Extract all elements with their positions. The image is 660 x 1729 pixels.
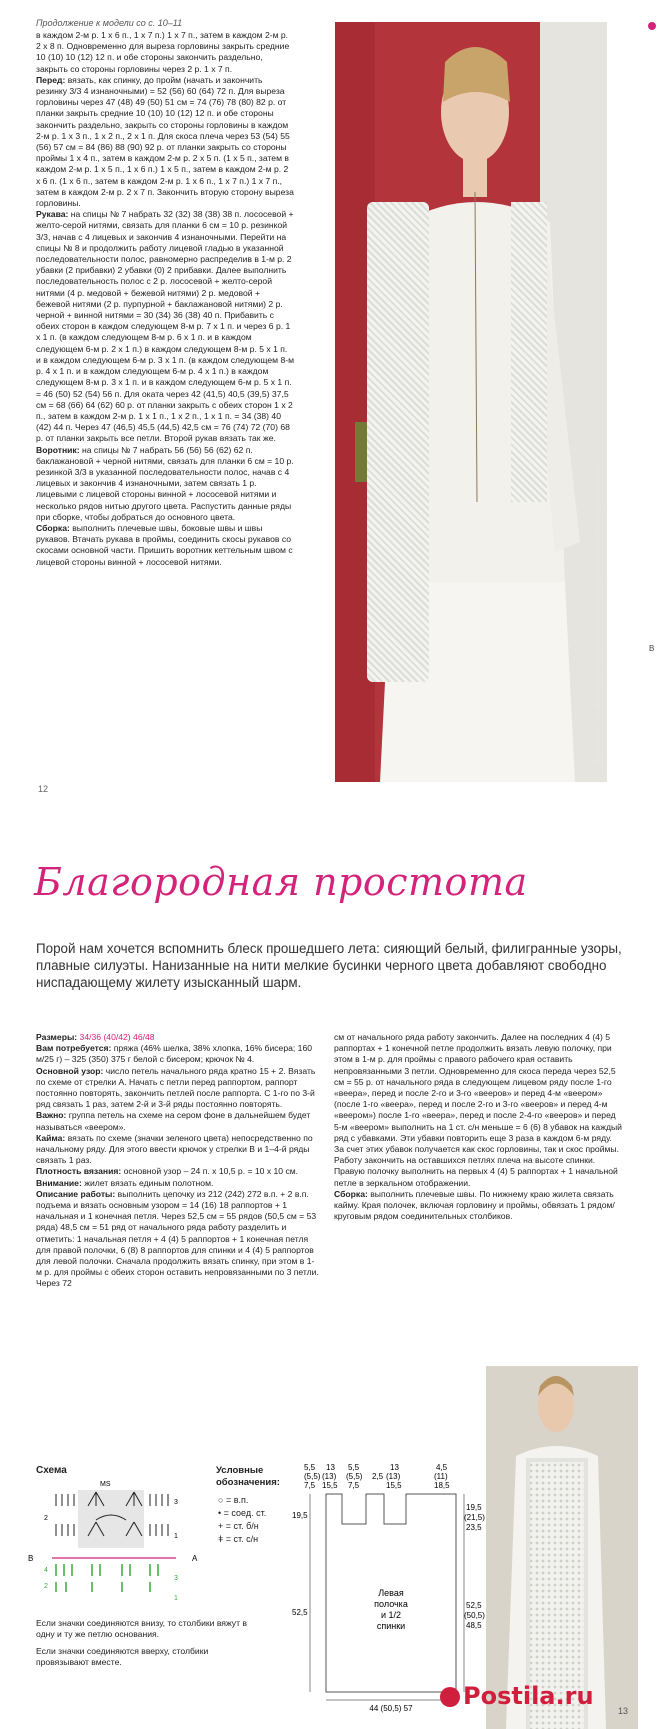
article-title: Благородная простота [34, 860, 528, 904]
page-edge-mark [648, 22, 656, 30]
dimension-label: 23,5 [466, 1523, 482, 1532]
paragraph: Описание работы: выполнить цепочку из 212 (242) 272 в.п. + 2 в.п. подъема и вязать основным узором = 14 (16) 18 раппортов + 1 начальная и 1 конечная петля. Через 52,5 см = 55 рядов (50,5 см = 53 ряда) 48,5 см = 51 ряд от начального ряда работу разделить и отметить: 1 начальная петля + 4 (4) 5 раппортов + 1 конечная петля для правой полочки, 6 (8) 8 раппортов для спинки и 4 (4) 5 раппортов для левой полочки. Сначала продолжить вязать спинку, при этом в 1-м р. для проймы с обеих сторон оставить непровязанными по 3 петли. Через 72 [36, 1188, 319, 1289]
dimension-label: 7,5 [348, 1481, 360, 1490]
dimension-label: (5,5) [304, 1472, 321, 1481]
instructions-column-1 [36, 1032, 320, 1290]
dimension-label: 44 (50,5) 57 [369, 1704, 413, 1713]
page-number: 13 [618, 1706, 629, 1716]
watermark: Postila.ru [440, 1682, 594, 1710]
article-intro: Порой нам хочется вспомнить блеск прошедшего лета: сияющий белый, филигранные узоры, плавные силуэты. Нанизанные на нити мелкие бусинки черного цвета добавляют свободно ниспадающему жилету изысканный шарм. [36, 941, 622, 990]
dimension-label: 5,5 [304, 1463, 316, 1472]
legend-item: ○ = в.п. [218, 1495, 249, 1505]
dimension-label: (50,5) [464, 1611, 485, 1620]
paragraph: см от начального ряда работу закончить. Далее на последних 4 (4) 5 раппортах + 1 конечной петле продолжить вязать левую полочку, при этом в 1-м р. для проймы с правого рабочего края оставить непровязанными 3 петли. Одновременно для скоса переда через 52,5 см = 55 р. от начального ряда в следующем лицевом ряду после 1-го «веера», перед и после 2-го и 3-го «вееров» и перед 4-м «веером» (после 1-го «веера», перед и после 2-го и 3-го «вееров» и перед 4-м «веером») после 1-го «веера», перед и после 2-4-го «вееров» и перед 5-м «веером» выполнить на 1 ст. с/н меньше = 6 (6) 8 убавок на каждый ряд с убавками. Эти убавки повторить еще 3 раза в каждом 6-м ряду. За счет этих убавок получается как скос горловины, так и скос проймы. Работу закончить на оставшихся петлях плеча на высоте спинки. Правую полочку выполнить на первых 4 (4) 5 раппортах + 1 начальной петле в зеркальном отображении. [334, 1032, 622, 1188]
photo-credit: Дизайн: U. + M. Maxxen; фотографии: Lana Grossa; модель: Selected Femme; цепочка: Asos [595, 462, 602, 762]
paragraph: в каждом 2-м р. 1 х 6 п., 1 х 7 п.) 1 х 7 п., затем в каждом 2-м р. 2 х 8 п. Одновременно для выреза горловины закрыть средние 10 (10) 10 (12) 12 п. и обе стороны закончить раздельно, закрыть со стороны горловины через 2 р. 1 х 7 п. [36, 30, 290, 74]
row-number: 1 [174, 1533, 178, 1540]
paragraph: Сборка: выполнить плечевые швы, боковые швы и швы рукавов. Втачать рукава в проймы, соединить скосы рукавов со скосами основной части. Пришить воротник кеттельным швом с лицевой стороны винной + лососевой нитями. [36, 522, 293, 567]
row-number: 3 [174, 1575, 178, 1582]
scheme-title: Схема [36, 1465, 67, 1476]
dimension-label: (13) [386, 1472, 401, 1481]
dimension-label: (5,5) [346, 1472, 363, 1481]
piece-label: спинки [376, 1621, 406, 1631]
paragraph: Основной узор: число петель начального ряда кратно 15 + 2. Вязать по схеме от стрелки А. Начать с петли перед раппортом, раппорт постоянно повторять, закончить петлей после раппорта. С 1-го по 3-й ряд связать 1 раз, затем 2-й и 3-й ряды постоянно повторять. [36, 1065, 316, 1110]
dimension-label: 19,5 [466, 1503, 482, 1512]
legend-item: ǂ = ст. с/н [218, 1534, 259, 1544]
watermark-icon [440, 1687, 460, 1707]
dimension-label: 15,5 [386, 1481, 402, 1490]
dimension-label: (11) [434, 1472, 448, 1481]
model-photo [335, 22, 607, 782]
dimension-label: 48,5 [466, 1621, 482, 1630]
dimension-label: 52,5 [466, 1601, 482, 1610]
dimension-label: 7,5 [304, 1481, 316, 1490]
arrow-b-label: В [28, 1554, 34, 1563]
piece-label: полочка [374, 1599, 408, 1609]
dimension-label: 18,5 [434, 1481, 450, 1490]
dimension-label: 19,5 [292, 1511, 308, 1520]
legend-item: + = ст. б/н [218, 1521, 259, 1531]
legend-list [218, 1494, 266, 1546]
model-photo-small [486, 1366, 638, 1729]
legend-item: • = соед. ст. [218, 1508, 267, 1518]
paragraph: Важно: группа петель на схеме на сером фоне в дальнейшем будет называться «веером». [36, 1110, 311, 1132]
paragraph: Перед: вязать, как спинку, до пройм (начать и закончить резинку 3/3 4 изнаночными) = 52 (56) 60 (64) 72 п. Для выреза горловины через 47 (48) 49 (50) 51 см = 74 (76) 78 (80) 82 р. от планки закрыть средние 10 (10) 10 (12) 12 п. и обе стороны закончить раздельно, закрыть со стороны горловины в каждом 2-м р. 1 х 3 п., 1 х 2 п., 2 х 1 п. Для скоса плеча через 53 (54) 55 (56) 57 см = 84 (86) 88 (90) 92 р. от планки закрыть со стороны проймы 1 х 4 п., затем в каждом 2-м р. 2 х 5 п. (1 х 5 п., затем в каждом 2-м р. 1 х 5 п., 1 х 6 п.) 1 х 5 п., затем в каждом 2-м р. 2 х 6 п. (1 х 6 п., затем в каждом 2-м р. 1 х 6 п., 1 х 7 п.) 1 х 7 п., затем в каждом 2-м р. 2 х 7 п. Закончить вторую сторону выреза горловины. [36, 74, 294, 209]
row-number: 2 [44, 1583, 48, 1590]
dimension-label: 52,5 [292, 1608, 308, 1617]
paragraph: Воротник: на спицы № 7 набрать 56 (56) 56 (62) 62 п. баклажановой + черной нитями, связать для планки 6 см = 10 р. резинкой 3/3 в указанной последовательности полос, начав с 4 лицевых и закончив 4 изнаночными, затем связать 1 р. лицевыми с лицевой стороны винной + лососевой нитями и несколько рядов нитью другого цвета. Распустить данные ряды при сборке, чтобы добраться до основного цвета. [36, 444, 294, 522]
dimension-label: 15,5 [322, 1481, 338, 1490]
garment-schematic [286, 1460, 486, 1715]
instructions-column-2 [334, 1032, 624, 1222]
crochet-chart [26, 1476, 206, 1608]
paragraph: Сборка: выполнить плечевые швы. По нижнему краю жилета связать кайму. Края полочек, включая горловину и проймы, обвязать 1 рядом/круговым рядом соединительных столбиков. [334, 1188, 615, 1222]
side-letter: B [649, 644, 655, 653]
row-number: 4 [44, 1567, 48, 1574]
pattern-text-column [36, 30, 294, 568]
paragraph: Рукава: на спицы № 7 набрать 32 (32) 38 (38) 38 п. лососевой + желто-серой нитями, связать для планки 6 см = 10 р. резинкой 3/3, начав с 4 лицевых и закончив 4 изнаночными. Перейти на спицы № 8 и продолжить работу лицевой гладью в указанной последовательности полос, равномерно распределив в 1-м р. 2 убавки (2 прибавки) 2 убавки (0) 2 прибавки. Далее выполнить последовательность полос с 2 р. лососевой + желто-серой нитями (4 р. медовой + бежевой нитями) 2 р. медовой + бежевой нитями (2 р. пурпурной + баклажановой нитями) 2 р. черной + винной нитями = 30 (34) 36 (38) 40 п. Прибавить с обеих сторон в каждом следующем 8-м р. 7 х 1 п. и через 6 р. 1 х 1 п. (в каждом следующем 8-м р. 6 х 1 п. и в каждом следующем 6-м р. 2 х 1 п.) в каждом следующем 8-м р. 5 х 1 п. и в каждом следующем 6-м р. 3 х 1 п. (в каждом следующем 8-м р. 4 х 1 п. и в каждом следующем 6-м р. 4 х 1 п.) в каждом следующем 8-м р. 3 х 1 п. и в каждом следующем 6-м р. 5 х 1 п. = 46 (50) 52 (54) 56 п. Для оката через 42 (41,5) 40,5 (39,5) 37,5 см = 68 (66) 64 (62) 60 р. от планки закрыть с обеих сторон 1 х 2 п., затем в каждом 2-м р. 1 х 1 п., 1 х 2 п., 1 х 1 п. = 34 (38) 40 (42) 44 п. Через 47 (46,5) 45,5 (44,5) 42,5 см = 76 (74) 72 (70) 68 р. от планки закрыть все петли. Второй рукав вязать так же. [36, 209, 294, 444]
row-number: 2 [44, 1515, 48, 1522]
piece-label: и 1/2 [380, 1610, 402, 1620]
row-number: 1 [174, 1595, 178, 1602]
dimension-label: (21,5) [464, 1513, 485, 1522]
dimension-label: 2,5 [372, 1472, 384, 1481]
piece-label: Левая [378, 1588, 404, 1598]
row-number: 3 [174, 1499, 178, 1506]
paragraph: Внимание: жилет вязать единым полотном. [36, 1177, 214, 1188]
paragraph: Кайма: вязать по схеме (значки зеленого цвета) непосредственно по начальному ряду. Для этого ввести крючок у стрелки В и 1–4-й ряды связать 1 раз. [36, 1132, 313, 1166]
paragraph: Плотность вязания: основной узор – 24 п. х 10,5 р. = 10 х 10 см. [36, 1166, 299, 1177]
page-number: 12 [38, 784, 49, 794]
dimension-label: 13 [390, 1463, 399, 1472]
continuation-note: Продолжение к модели со с. 10–11 [36, 18, 183, 28]
dimension-label: 13 [326, 1463, 335, 1472]
legend-title: Условные обозначения: [216, 1465, 280, 1488]
scheme-note: Если значки соединяются внизу, то столбики вяжут в одну и ту же петлю основания. [36, 1618, 247, 1639]
ms-label: MS [100, 1481, 111, 1488]
paragraph: Размеры: 34/36 (40/42) 46/48 [36, 1032, 155, 1042]
paragraph: Вам потребуется: пряжа (46% шелка, 38% хлопка, 16% бисера; 160 м/25 г) – 325 (350) 375 г белой с бисером; крючок № 4. [36, 1043, 313, 1065]
dimension-label: 4,5 [436, 1463, 448, 1472]
scheme-note: Если значки соединяются вверху, столбики провязывают вместе. [36, 1646, 209, 1667]
arrow-a-label: А [192, 1554, 198, 1563]
dimension-label: 5,5 [348, 1463, 360, 1472]
dimension-label: (13) [322, 1472, 337, 1481]
